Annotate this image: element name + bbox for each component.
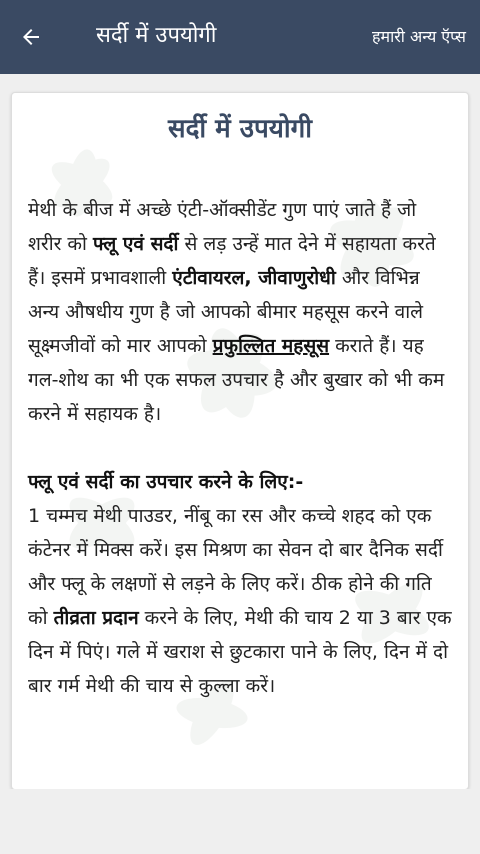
paragraph-benefits bbox=[28, 193, 454, 431]
bold-text: तीव्रता प्रदान bbox=[53, 607, 139, 629]
app-bar bbox=[0, 0, 480, 74]
bold-underlined-text: प्रफुल्लित महसूस bbox=[212, 335, 330, 357]
article-body bbox=[28, 193, 454, 703]
content-card bbox=[11, 92, 469, 790]
arrow-left-icon bbox=[19, 25, 43, 49]
bottom-background bbox=[0, 789, 480, 854]
text-segment: और विभिन्न अन्य औषधीय गुण है जो आपको बीमार महसूस करने वाले सूक्ष्मजीवों को मार आपको bbox=[28, 267, 424, 357]
paragraph-remedy bbox=[28, 499, 454, 703]
text-segment: कराते हैं। यह गल-शोथ का भी एक सफल उपचार है और बुखार को भी कम करने में सहायक है। bbox=[28, 335, 445, 425]
page-title: सर्दी में उपयोगी bbox=[96, 23, 217, 48]
text-segment: करने के लिए, मेथी की चाय 2 या 3 बार एक दिन में पिएं। गले में खराश से छुटकारा पाने के लिए, दिन में दो बार गर्म मेथी की चाय से कुल्ला करें। bbox=[28, 607, 452, 697]
section-subheading: फ्लू एवं सर्दी का उपचार करने के लिए:- bbox=[28, 471, 304, 493]
text-segment: मेथी के बीज में अच्छे एंटी-ऑक्सीडेंट गुण पाएं जाते हैं जो शरीर को bbox=[28, 199, 417, 255]
bold-text: एंटीवायरल, जीवाणुरोधी bbox=[172, 267, 336, 289]
card-heading: सर्दी में उपयोगी bbox=[168, 114, 312, 144]
text-segment: से लड़ उन्हें मात देने में सहायता करते हैं। इसमें प्रभावशाली bbox=[28, 233, 436, 289]
text-segment: 1 चम्मच मेथी पाउडर, नींबू का रस और कच्चे शहद को एक कंटेनर में मिक्स करें। इस मिश्रण का सेवन दो बार दैनिक सर्दी और फ्लू के लक्षणों से लड़ने के लिए करें। ठीक होने की गति को bbox=[28, 505, 443, 629]
bold-text: फ्लू एवं सर्दी bbox=[92, 233, 179, 255]
paragraph-spacer bbox=[28, 431, 454, 465]
other-apps-link[interactable]: हमारी अन्य ऍप्स bbox=[372, 27, 466, 46]
back-button[interactable] bbox=[14, 20, 48, 54]
